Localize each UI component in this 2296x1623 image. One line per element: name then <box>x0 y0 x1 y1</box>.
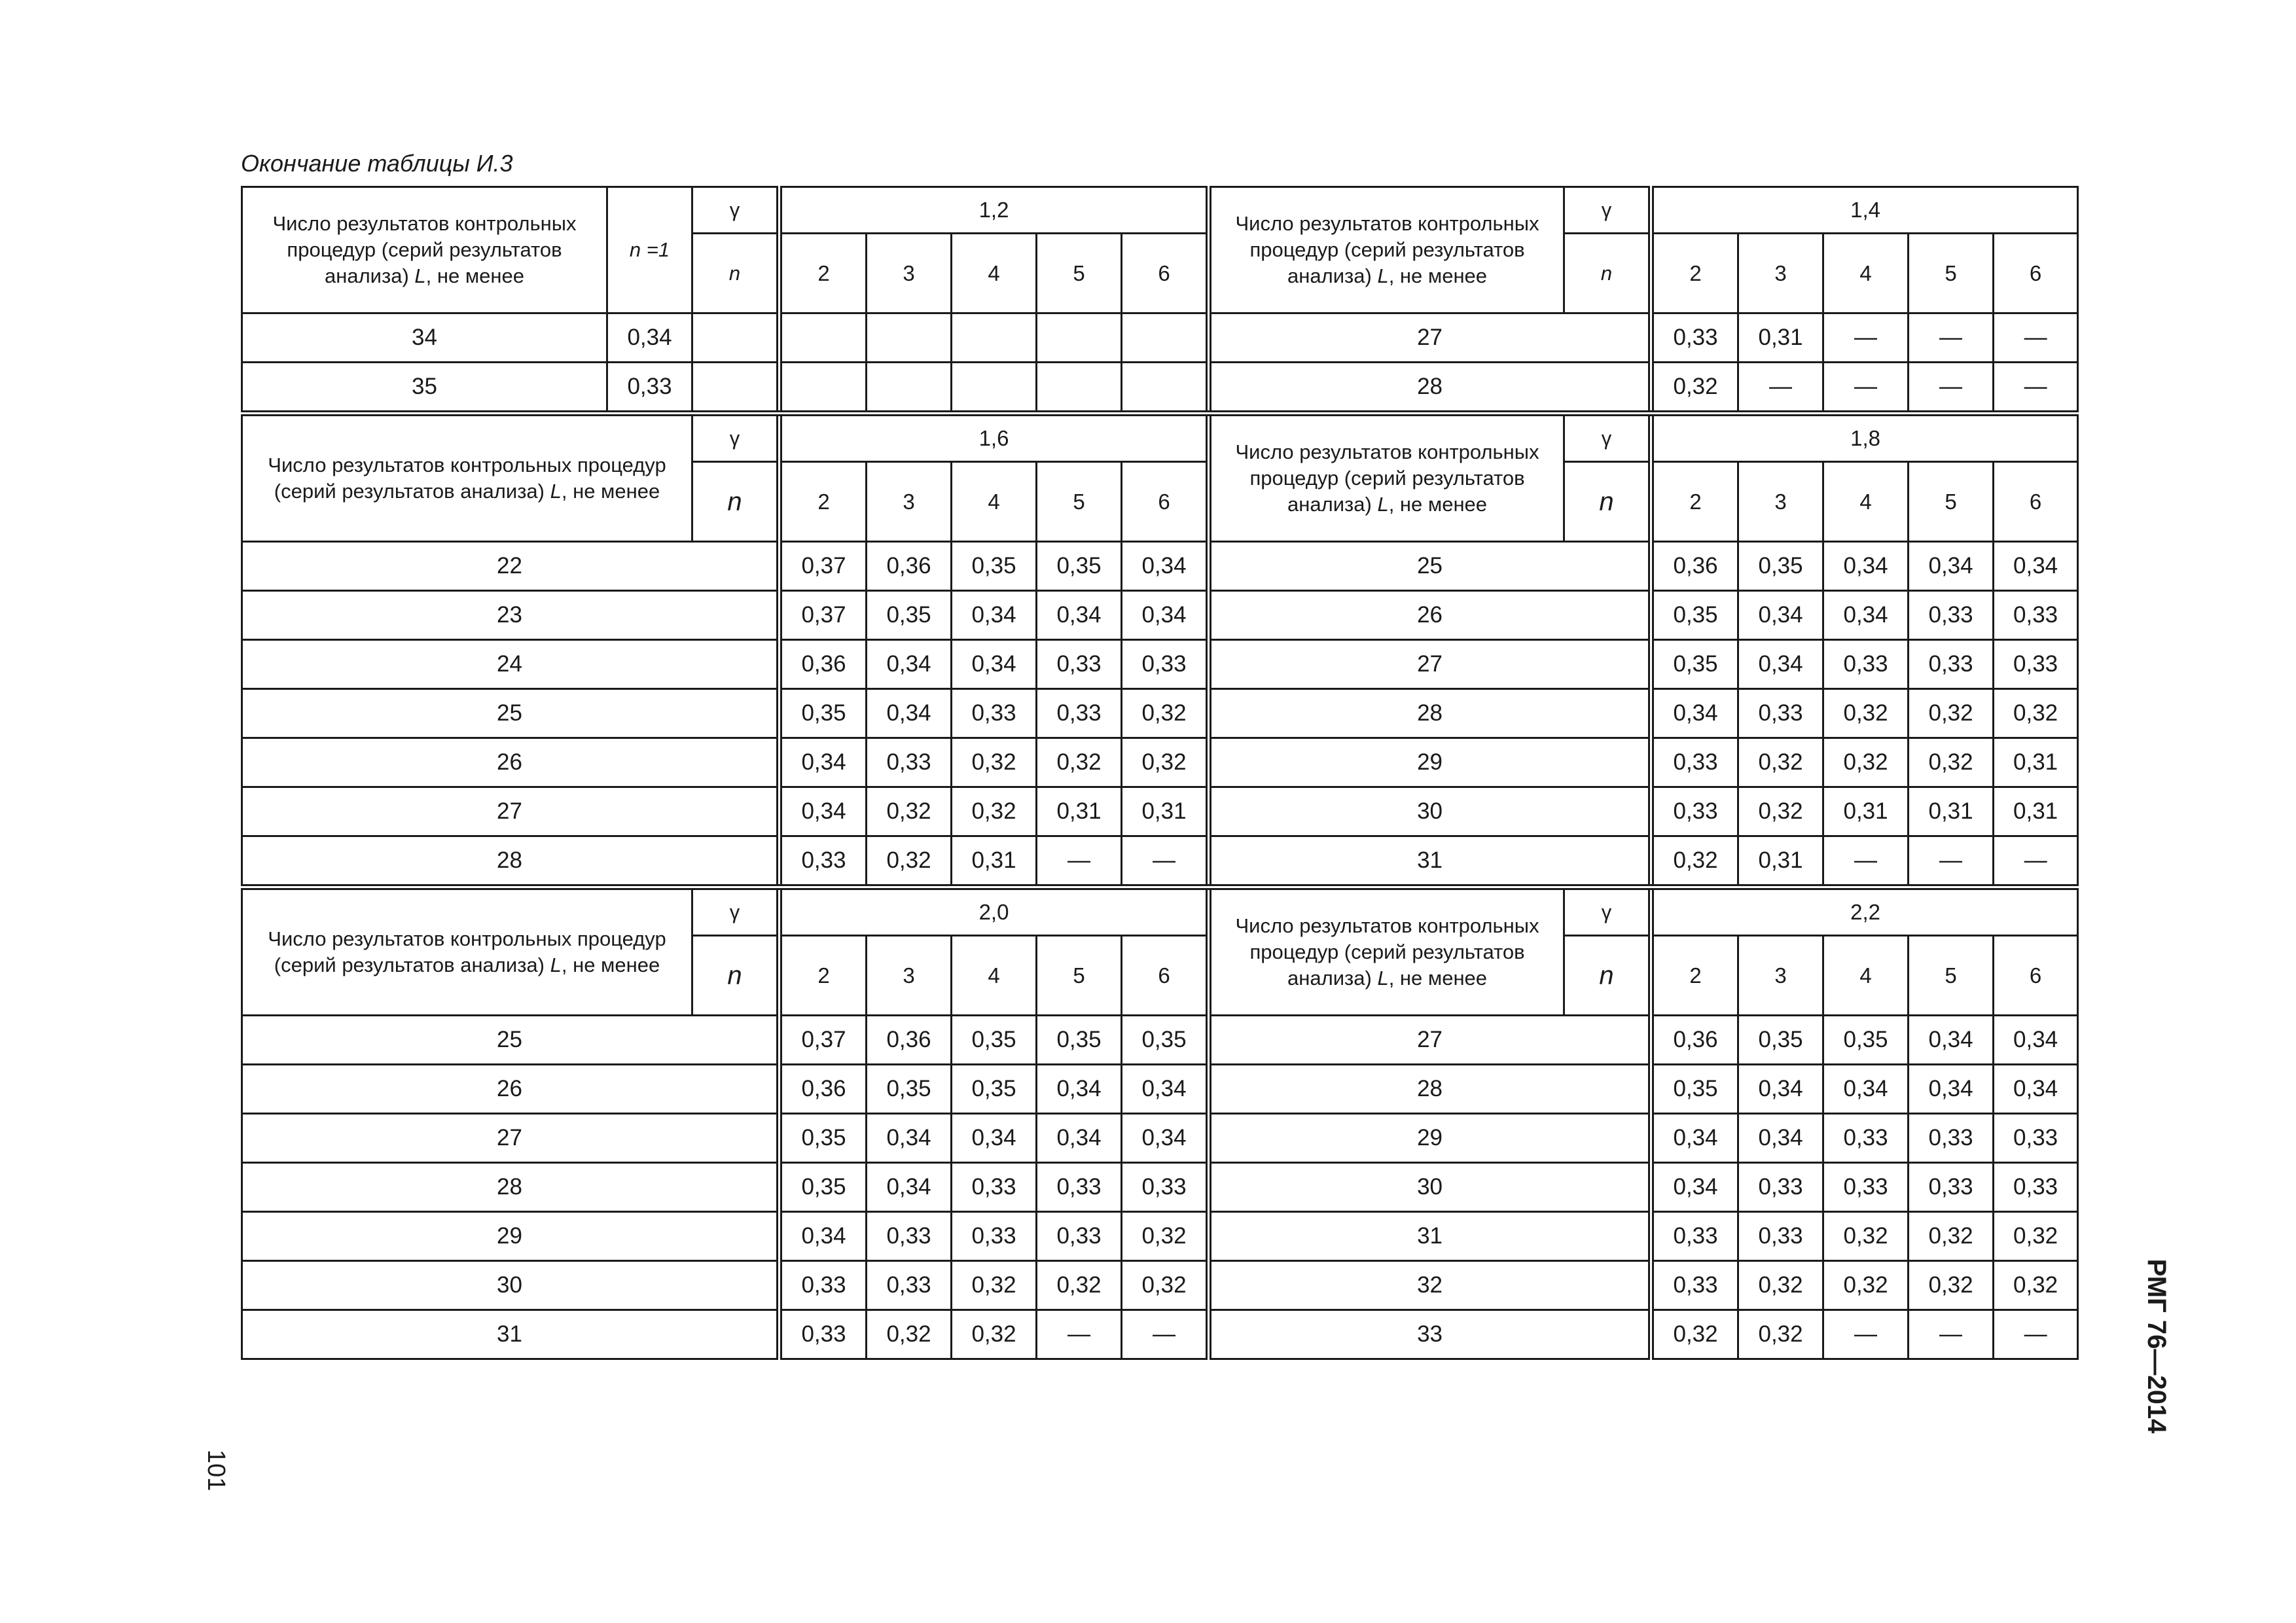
value-cell: 0,31 <box>952 836 1037 885</box>
right-column-header: Число результатов контрольных процедур (серий результатов анализа) L, не менее <box>1211 889 1564 1016</box>
value-cell: 0,33 <box>952 1163 1037 1212</box>
table-row <box>242 591 2078 640</box>
value-cell: 0,32 <box>1037 1261 1122 1310</box>
value-cell: 0,32 <box>1037 738 1122 787</box>
l-value: 34 <box>242 313 607 363</box>
l-value: 26 <box>1211 591 1649 640</box>
l-value: 35 <box>242 363 607 412</box>
value-cell: 0,32 <box>867 1310 952 1359</box>
left-column-header: Число результатов контрольных процедур (серий результатов анализа) L, не менее <box>242 416 692 542</box>
n-symbol: n <box>692 936 778 1016</box>
value-cell: 0,33 <box>1122 1163 1207 1212</box>
value-cell: 0,33 <box>781 1310 867 1359</box>
value-cell: 0,33 <box>1994 640 2078 689</box>
value-cell: 0,32 <box>952 787 1037 836</box>
value-cell: 0,33 <box>1653 787 1738 836</box>
value-cell: — <box>1037 836 1122 885</box>
value-cell: 0,36 <box>781 640 867 689</box>
n-column-header: 6 <box>1122 936 1207 1016</box>
n-symbol: n <box>692 234 778 313</box>
n-column-header: 6 <box>1122 462 1207 542</box>
value-cell <box>952 313 1037 363</box>
n-column-header: 6 <box>1994 234 2078 313</box>
value-cell: 0,32 <box>1909 1261 1994 1310</box>
value-cell: 0,32 <box>1909 738 1994 787</box>
value-cell: 0,35 <box>867 1065 952 1114</box>
l-value: 28 <box>242 1163 778 1212</box>
value-cell: 0,36 <box>1653 542 1738 591</box>
value-cell: 0,35 <box>952 542 1037 591</box>
value-cell: 0,32 <box>1823 1261 1909 1310</box>
value-cell: — <box>1823 313 1909 363</box>
table-cell <box>692 363 778 412</box>
l-value: 31 <box>242 1310 778 1359</box>
value-cell: 0,33 <box>1994 591 2078 640</box>
n-column-header: 3 <box>1738 234 1823 313</box>
l-value: 27 <box>242 1114 778 1163</box>
data-table <box>241 186 2079 1360</box>
table-row <box>242 836 2078 885</box>
n-column-header: 6 <box>1994 936 2078 1016</box>
value-cell: 0,35 <box>1823 1016 1909 1065</box>
n-equals-one-value: 0,33 <box>607 363 692 412</box>
n-column-header: 6 <box>1122 234 1207 313</box>
value-cell: 0,33 <box>1738 1163 1823 1212</box>
value-cell: 0,33 <box>781 836 867 885</box>
value-cell: 0,32 <box>1653 836 1738 885</box>
value-cell: — <box>1823 1310 1909 1359</box>
value-cell: 0,33 <box>1037 1212 1122 1261</box>
value-cell: 0,34 <box>1738 591 1823 640</box>
value-cell: 0,33 <box>1037 1163 1122 1212</box>
value-cell: 0,32 <box>1122 1212 1207 1261</box>
value-cell: 0,34 <box>1994 542 2078 591</box>
value-cell <box>1122 313 1207 363</box>
value-cell: 0,36 <box>1653 1016 1738 1065</box>
value-cell: — <box>1823 363 1909 412</box>
l-value: 32 <box>1211 1261 1649 1310</box>
value-cell: 0,34 <box>781 738 867 787</box>
value-cell: 0,33 <box>1738 1212 1823 1261</box>
value-cell: 0,34 <box>952 640 1037 689</box>
table-row <box>242 738 2078 787</box>
value-cell: 0,32 <box>1823 689 1909 738</box>
value-cell: 0,33 <box>1909 640 1994 689</box>
value-cell: — <box>1909 363 1994 412</box>
value-cell: 0,32 <box>1738 738 1823 787</box>
value-cell: 0,35 <box>952 1065 1037 1114</box>
l-value: 30 <box>242 1261 778 1310</box>
gamma-symbol: γ <box>1564 416 1649 462</box>
table-row <box>242 787 2078 836</box>
l-value: 27 <box>1211 640 1649 689</box>
value-cell: 0,34 <box>1823 542 1909 591</box>
value-cell: 0,31 <box>1823 787 1909 836</box>
value-cell: 0,33 <box>952 689 1037 738</box>
n-column-header: 3 <box>867 462 952 542</box>
table-row <box>242 1163 2078 1212</box>
value-cell: 0,32 <box>1738 787 1823 836</box>
value-cell: 0,35 <box>1037 1016 1122 1065</box>
n-column-header: 5 <box>1037 936 1122 1016</box>
value-cell: 0,33 <box>1653 1212 1738 1261</box>
value-cell: 0,31 <box>1738 313 1823 363</box>
gamma-value: 1,4 <box>1653 187 2078 234</box>
value-cell <box>1037 313 1122 363</box>
value-cell: 0,33 <box>1653 313 1738 363</box>
value-cell <box>781 313 867 363</box>
l-value: 28 <box>1211 1065 1649 1114</box>
l-value: 26 <box>242 1065 778 1114</box>
table-row <box>242 1261 2078 1310</box>
value-cell: 0,35 <box>1653 591 1738 640</box>
value-cell: 0,33 <box>867 738 952 787</box>
value-cell <box>867 363 952 412</box>
value-cell: 0,32 <box>1653 1310 1738 1359</box>
value-cell: 0,36 <box>867 542 952 591</box>
value-cell <box>867 313 952 363</box>
value-cell: 0,32 <box>1738 1310 1823 1359</box>
n-column-header: 4 <box>952 462 1037 542</box>
header-gamma-row <box>242 889 2078 936</box>
n-column-header: 3 <box>867 936 952 1016</box>
n-symbol: n <box>1564 936 1649 1016</box>
n-equals-one-value: 0,34 <box>607 313 692 363</box>
l-value: 28 <box>242 836 778 885</box>
value-cell: 0,32 <box>1909 689 1994 738</box>
table-row <box>242 363 2078 412</box>
value-cell: 0,33 <box>1653 1261 1738 1310</box>
value-cell: 0,31 <box>1122 787 1207 836</box>
value-cell: 0,35 <box>781 1114 867 1163</box>
value-cell: 0,34 <box>1653 1163 1738 1212</box>
l-value: 29 <box>242 1212 778 1261</box>
value-cell <box>1037 363 1122 412</box>
n-column-header: 3 <box>1738 936 1823 1016</box>
n-column-header: 2 <box>781 936 867 1016</box>
value-cell: 0,34 <box>1909 1016 1994 1065</box>
value-cell: 0,34 <box>952 1114 1037 1163</box>
value-cell: 0,34 <box>1738 640 1823 689</box>
value-cell: 0,34 <box>867 640 952 689</box>
n-symbol: n <box>1564 462 1649 542</box>
value-cell <box>1122 363 1207 412</box>
value-cell: — <box>1122 1310 1207 1359</box>
value-cell: 0,34 <box>1122 542 1207 591</box>
value-cell: 0,37 <box>781 542 867 591</box>
l-value: 28 <box>1211 363 1649 412</box>
l-value: 24 <box>242 640 778 689</box>
table-row <box>242 1212 2078 1261</box>
n-column-header: 4 <box>1823 234 1909 313</box>
value-cell: 0,32 <box>1823 1212 1909 1261</box>
value-cell: 0,36 <box>867 1016 952 1065</box>
n-column-header: 3 <box>867 234 952 313</box>
value-cell: 0,33 <box>1823 1114 1909 1163</box>
value-cell: 0,33 <box>1823 640 1909 689</box>
value-cell: 0,32 <box>1994 689 2078 738</box>
value-cell: 0,37 <box>781 1016 867 1065</box>
value-cell: 0,31 <box>1994 738 2078 787</box>
gamma-symbol: γ <box>692 187 778 234</box>
value-cell: 0,35 <box>1653 1065 1738 1114</box>
value-cell: 0,33 <box>1823 1163 1909 1212</box>
value-cell: 0,33 <box>867 1261 952 1310</box>
value-cell: — <box>1909 1310 1994 1359</box>
l-value: 30 <box>1211 787 1649 836</box>
n-column-header: 3 <box>1738 462 1823 542</box>
value-cell: — <box>1823 836 1909 885</box>
value-cell: 0,33 <box>1037 689 1122 738</box>
value-cell: 0,32 <box>1122 689 1207 738</box>
value-cell: 0,31 <box>1909 787 1994 836</box>
value-cell: 0,33 <box>952 1212 1037 1261</box>
value-cell: 0,31 <box>1738 836 1823 885</box>
data-table-container <box>241 186 2077 1351</box>
value-cell: 0,36 <box>781 1065 867 1114</box>
gamma-value: 2,0 <box>781 889 1207 936</box>
l-value: 28 <box>1211 689 1649 738</box>
n-column-header: 5 <box>1037 462 1122 542</box>
value-cell <box>781 363 867 412</box>
n-column-header: 2 <box>781 234 867 313</box>
value-cell: 0,33 <box>1037 640 1122 689</box>
value-cell: 0,34 <box>867 689 952 738</box>
l-value: 22 <box>242 542 778 591</box>
value-cell: 0,32 <box>867 787 952 836</box>
l-value: 31 <box>1211 1212 1649 1261</box>
table-row <box>242 313 2078 363</box>
value-cell: 0,33 <box>1122 640 1207 689</box>
value-cell: 0,35 <box>1738 1016 1823 1065</box>
table-row <box>242 542 2078 591</box>
value-cell: 0,37 <box>781 591 867 640</box>
value-cell: — <box>1738 363 1823 412</box>
table-row <box>242 1310 2078 1359</box>
value-cell: — <box>1994 313 2078 363</box>
value-cell: 0,34 <box>1909 1065 1994 1114</box>
value-cell: 0,34 <box>1738 1065 1823 1114</box>
header-gamma-row <box>242 416 2078 462</box>
n-symbol: n <box>1564 234 1649 313</box>
value-cell: 0,34 <box>781 787 867 836</box>
table-row <box>242 689 2078 738</box>
value-cell: 0,34 <box>1122 1065 1207 1114</box>
value-cell: 0,33 <box>1909 1114 1994 1163</box>
gamma-value: 1,6 <box>781 416 1207 462</box>
value-cell: 0,34 <box>1037 591 1122 640</box>
left-column-header: Число результатов контрольных процедур (серий результатов анализа) L, не менее <box>242 187 607 313</box>
n-column-header: 6 <box>1994 462 2078 542</box>
gamma-symbol: γ <box>692 889 778 936</box>
value-cell: 0,32 <box>1909 1212 1994 1261</box>
l-value: 33 <box>1211 1310 1649 1359</box>
page-number: 101 <box>202 1450 230 1491</box>
gamma-symbol: γ <box>1564 889 1649 936</box>
n-symbol: n <box>692 462 778 542</box>
value-cell: 0,33 <box>1994 1114 2078 1163</box>
value-cell: 0,34 <box>1122 591 1207 640</box>
value-cell: 0,34 <box>1122 1114 1207 1163</box>
l-value: 25 <box>242 689 778 738</box>
l-value: 25 <box>1211 542 1649 591</box>
value-cell: 0,32 <box>1653 363 1738 412</box>
n-column-header: 2 <box>1653 462 1738 542</box>
value-cell: 0,34 <box>781 1212 867 1261</box>
value-cell: 0,34 <box>1823 591 1909 640</box>
value-cell: — <box>1909 836 1994 885</box>
value-cell: 0,32 <box>1994 1261 2078 1310</box>
gamma-value: 1,2 <box>781 187 1207 234</box>
value-cell: 0,35 <box>1738 542 1823 591</box>
value-cell: 0,33 <box>867 1212 952 1261</box>
value-cell: 0,32 <box>1122 1261 1207 1310</box>
l-value: 31 <box>1211 836 1649 885</box>
table-caption: Окончание таблицы И.3 <box>241 150 513 177</box>
value-cell: 0,34 <box>1994 1065 2078 1114</box>
value-cell: — <box>1994 1310 2078 1359</box>
value-cell: 0,34 <box>1738 1114 1823 1163</box>
value-cell: 0,32 <box>1122 738 1207 787</box>
right-column-header: Число результатов контрольных процедур (серий результатов анализа) L, не менее <box>1211 416 1564 542</box>
gamma-value: 1,8 <box>1653 416 2078 462</box>
value-cell: 0,33 <box>1994 1163 2078 1212</box>
value-cell: 0,32 <box>952 1310 1037 1359</box>
value-cell: 0,34 <box>1823 1065 1909 1114</box>
value-cell: 0,34 <box>867 1163 952 1212</box>
value-cell: 0,35 <box>781 1163 867 1212</box>
value-cell: 0,34 <box>1037 1065 1122 1114</box>
value-cell: 0,35 <box>1122 1016 1207 1065</box>
gamma-symbol: γ <box>692 416 778 462</box>
value-cell: 0,34 <box>1653 689 1738 738</box>
value-cell: 0,32 <box>952 738 1037 787</box>
value-cell: 0,34 <box>1037 1114 1122 1163</box>
n-column-header: 2 <box>1653 234 1738 313</box>
n-column-header: 5 <box>1909 462 1994 542</box>
table-row <box>242 1065 2078 1114</box>
l-value: 30 <box>1211 1163 1649 1212</box>
value-cell: 0,35 <box>867 591 952 640</box>
l-value: 27 <box>242 787 778 836</box>
n-column-header: 2 <box>1653 936 1738 1016</box>
value-cell: 0,32 <box>952 1261 1037 1310</box>
n-column-header: 4 <box>952 234 1037 313</box>
value-cell: 0,33 <box>781 1261 867 1310</box>
value-cell: 0,34 <box>1653 1114 1738 1163</box>
value-cell: — <box>1994 836 2078 885</box>
value-cell: — <box>1122 836 1207 885</box>
n-column-header: 5 <box>1909 936 1994 1016</box>
value-cell: 0,35 <box>781 689 867 738</box>
l-value: 27 <box>1211 1016 1649 1065</box>
value-cell: 0,35 <box>952 1016 1037 1065</box>
value-cell: 0,32 <box>1738 1261 1823 1310</box>
value-cell: 0,35 <box>1653 640 1738 689</box>
value-cell: 0,34 <box>1994 1016 2078 1065</box>
value-cell: 0,32 <box>1823 738 1909 787</box>
table-cell <box>692 313 778 363</box>
n-equals-one-header: n =1 <box>607 187 692 313</box>
value-cell: 0,33 <box>1909 591 1994 640</box>
l-value: 27 <box>1211 313 1649 363</box>
n-column-header: 4 <box>1823 462 1909 542</box>
value-cell: — <box>1909 313 1994 363</box>
right-column-header: Число результатов контрольных процедур (серий результатов анализа) L, не менее <box>1211 187 1564 313</box>
l-value: 26 <box>242 738 778 787</box>
n-column-header: 4 <box>1823 936 1909 1016</box>
l-value: 29 <box>1211 738 1649 787</box>
l-value: 23 <box>242 591 778 640</box>
table-row <box>242 1114 2078 1163</box>
n-column-header: 5 <box>1909 234 1994 313</box>
value-cell: 0,31 <box>1994 787 2078 836</box>
l-value: 29 <box>1211 1114 1649 1163</box>
value-cell: 0,35 <box>1037 542 1122 591</box>
gamma-symbol: γ <box>1564 187 1649 234</box>
left-column-header: Число результатов контрольных процедур (серий результатов анализа) L, не менее <box>242 889 692 1016</box>
value-cell <box>952 363 1037 412</box>
value-cell: 0,34 <box>1909 542 1994 591</box>
header-gamma-row <box>242 187 2078 234</box>
value-cell: 0,33 <box>1909 1163 1994 1212</box>
document-code: РМГ 76—2014 <box>2142 1258 2171 1434</box>
value-cell: 0,32 <box>867 836 952 885</box>
value-cell: — <box>1037 1310 1122 1359</box>
value-cell: 0,34 <box>867 1114 952 1163</box>
table-row <box>242 1016 2078 1065</box>
gamma-value: 2,2 <box>1653 889 2078 936</box>
l-value: 25 <box>242 1016 778 1065</box>
value-cell: 0,32 <box>1994 1212 2078 1261</box>
table-row <box>242 640 2078 689</box>
n-column-header: 2 <box>781 462 867 542</box>
value-cell: 0,33 <box>1738 689 1823 738</box>
n-column-header: 5 <box>1037 234 1122 313</box>
value-cell: — <box>1994 363 2078 412</box>
n-column-header: 4 <box>952 936 1037 1016</box>
value-cell: 0,34 <box>952 591 1037 640</box>
value-cell: 0,31 <box>1037 787 1122 836</box>
value-cell: 0,33 <box>1653 738 1738 787</box>
